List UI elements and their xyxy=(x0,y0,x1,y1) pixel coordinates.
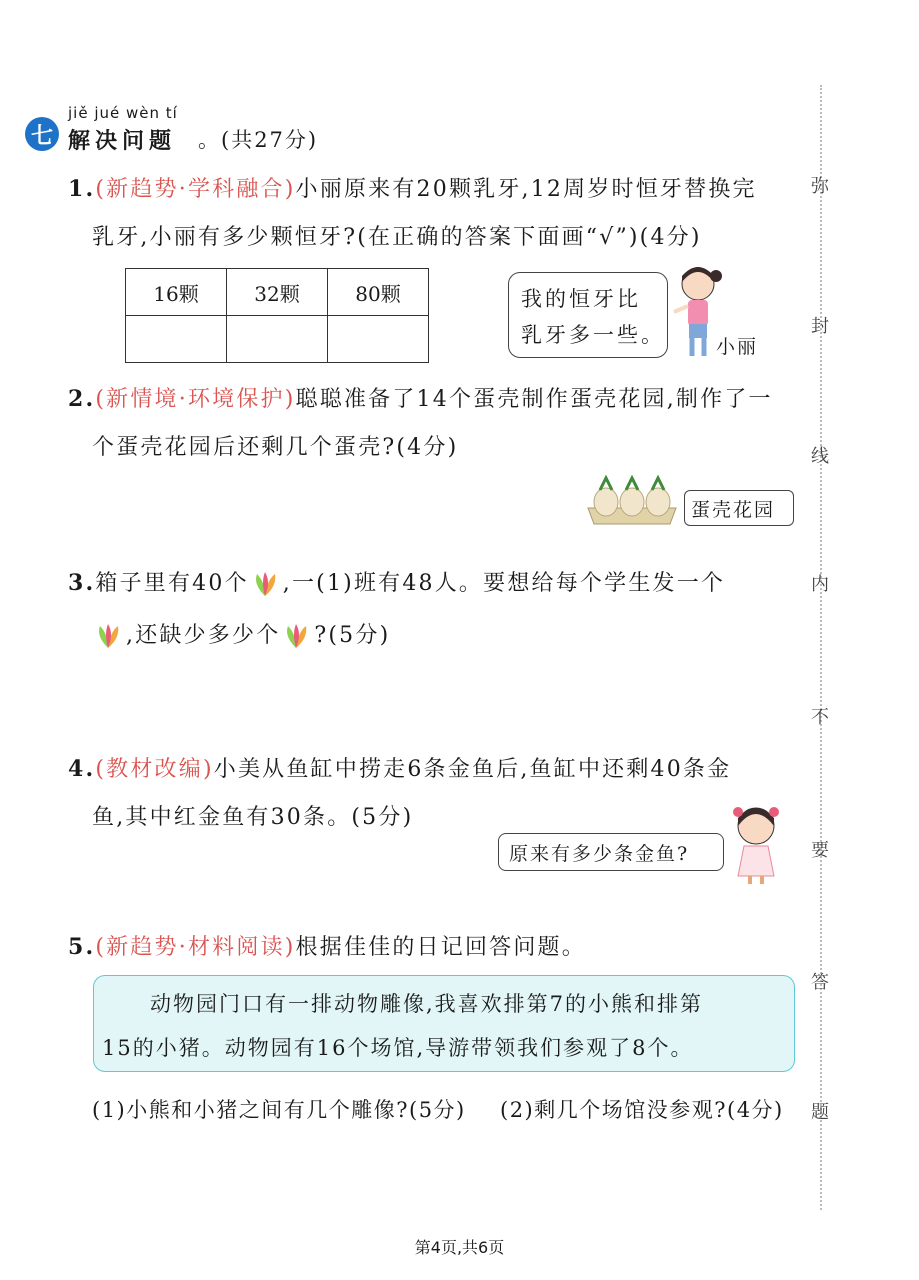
binding-char: 封 xyxy=(811,316,829,337)
sub-question-2: (2)剩几个场馆没参观?(4分) xyxy=(500,1098,784,1122)
option-cell: 32颗 xyxy=(227,269,328,316)
diary-box xyxy=(93,975,795,1072)
question-number: 2. xyxy=(68,386,96,412)
question-tag: (教材改编) xyxy=(95,757,214,782)
question-tag: (新趋势·学科融合) xyxy=(95,177,296,202)
section-number-badge: 七 xyxy=(25,117,59,151)
answer-cell[interactable] xyxy=(328,316,429,363)
question-2-line-2: 个蛋壳花园后还剩几个蛋壳?(4分) xyxy=(92,435,459,460)
question-2-line-1 xyxy=(68,382,773,413)
binding-char: 线 xyxy=(811,446,829,467)
question-1-line-1 xyxy=(68,172,757,203)
girl-illustration xyxy=(726,800,786,884)
section-score: 。(共27分) xyxy=(198,128,319,152)
question-text: 箱子里有40个 xyxy=(95,571,249,596)
option-cell: 16颗 xyxy=(126,269,227,316)
question-number: 3. xyxy=(68,570,96,596)
binding-char: 答 xyxy=(811,972,829,993)
binding-char: 弥 xyxy=(811,176,829,197)
question-text: ,还缺少多少个 xyxy=(126,623,281,648)
question-tag: (新情境·环境保护) xyxy=(95,387,296,412)
binding-char: 要 xyxy=(811,840,829,861)
question-4-line-1 xyxy=(68,752,731,783)
diary-text-line: 动物园门口有一排动物雕像,我喜欢排第7的小熊和排第 xyxy=(150,992,704,1016)
question-4-line-2: 鱼,其中红金鱼有30条。(5分) xyxy=(92,805,414,830)
speaker-label: 小丽 xyxy=(716,336,759,358)
question-1-line-2: 乳牙,小丽有多少颗恒牙?(在正确的答案下面画“√”)(4分) xyxy=(92,225,702,250)
question-text: 小美从鱼缸中捞走6条金鱼后,鱼缸中还剩40条金 xyxy=(213,757,732,782)
bubble-line: 乳牙多一些。 xyxy=(521,323,665,347)
binding-char: 内 xyxy=(811,574,829,595)
answer-cell[interactable] xyxy=(126,316,227,363)
question-text: 根据佳佳的日记回答问题。 xyxy=(295,935,586,960)
question-5-line-1 xyxy=(68,930,586,961)
diary-text-line: 15的小猪。动物园有16个场馆,导游带领我们参观了8个。 xyxy=(102,1036,694,1060)
eggshell-garden-label: 蛋壳花园 xyxy=(684,490,794,526)
bubble-line: 我的恒牙比 xyxy=(521,287,641,311)
section-pinyin: jiě jué wèn tí xyxy=(68,104,178,122)
answer-table xyxy=(125,268,429,363)
speech-bubble: 原来有多少条金鱼? xyxy=(498,833,724,871)
question-3-line-2 xyxy=(92,618,390,649)
question-text: 聪聪准备了14个蛋壳制作蛋壳花园,制作了一 xyxy=(295,387,773,412)
question-text: ,一(1)班有48人。要想给每个学生发一个 xyxy=(282,571,726,596)
sub-question-1: (1)小熊和小猪之间有几个雕像?(5分) xyxy=(92,1098,466,1122)
question-text: ?(5分) xyxy=(314,623,391,648)
binding-char: 不 xyxy=(811,707,829,728)
question-number: 5. xyxy=(68,934,96,960)
feather-icon xyxy=(249,572,283,596)
question-text: 小丽原来有20颗乳牙,12周岁时恒牙替换完 xyxy=(295,177,757,202)
binding-dotted-line xyxy=(820,85,822,1210)
eggshell-garden-image xyxy=(584,474,680,528)
question-tag: (新趋势·材料阅读) xyxy=(95,935,296,960)
answer-cell[interactable] xyxy=(227,316,328,363)
section-title: 解决问题 xyxy=(68,129,177,154)
question-number: 1. xyxy=(68,176,96,202)
binding-char: 题 xyxy=(811,1102,829,1123)
option-cell: 80颗 xyxy=(328,269,429,316)
page-number: 第4页,共6页 xyxy=(414,1238,505,1257)
question-3-line-1 xyxy=(68,566,725,597)
feather-icon xyxy=(280,624,314,648)
speech-bubble xyxy=(508,272,668,358)
question-number: 4. xyxy=(68,756,96,782)
feather-icon xyxy=(92,624,126,648)
